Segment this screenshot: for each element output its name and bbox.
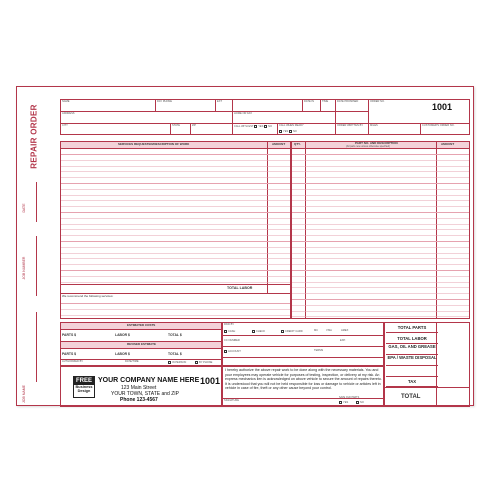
cash-checkbox[interactable] <box>224 330 227 333</box>
call-ready-no: NO <box>292 130 297 134</box>
services-amount-header: AMOUNT <box>272 142 286 146</box>
side-rule-1 <box>36 182 37 222</box>
save-yes <box>339 401 348 405</box>
call-ready-text: CALL WHEN READY <box>279 124 304 127</box>
services-lines <box>61 149 290 283</box>
save-yes-text: YES <box>343 401 349 405</box>
call-est-no: NO <box>268 125 273 129</box>
side-title: REPAIR ORDER <box>29 104 39 169</box>
header-vrule-a <box>155 99 156 111</box>
estimated-costs-label: ESTIMATED COSTS <box>127 323 156 327</box>
side-label-job-name: JOB NAME <box>22 385 26 403</box>
cash-text: CASH <box>228 330 236 334</box>
payment-rule-3 <box>222 357 384 358</box>
signature-label: SIGNATURE <box>224 399 239 402</box>
payment-rule-1 <box>222 335 384 336</box>
parts-lines <box>292 149 469 319</box>
in-person-checkbox[interactable] <box>168 361 171 364</box>
company-street: 123 Main Street <box>121 385 157 391</box>
rev-total: TOTAL $ <box>168 352 182 356</box>
field-day-phone-label: DAY PHONE <box>157 100 173 103</box>
parts-amount-header: AMOUNT <box>441 142 455 146</box>
call-est-yes: YES <box>258 125 264 129</box>
by-phone-label <box>195 361 212 365</box>
header-vrule-j <box>420 123 421 135</box>
header-vrule-f <box>335 99 336 135</box>
parts-header: PART NO. AND DESCRIPTION <box>355 141 398 145</box>
cc-number-label: CC NUMBER <box>224 339 240 342</box>
field-customer-order-label: CUSTOMER'S ORDER NO. <box>422 124 455 127</box>
rev-labor: LABOR $ <box>115 352 130 356</box>
authorization-text: I hereby authorize the above repair work to be done along with the necessary materials. You and your employees may operate vehicle for purposes of testing, inspection, or delivery at my risk. An express mechanics lien is acknowledged on above vehicle to secure the amount of repairs thereto. It is understood that you will not be held responsible for loss or damage to vehicle or articles left in vehicle in case of fire, theft or any other cause beyond your control. <box>225 368 382 391</box>
call-est-yes-checkbox[interactable] <box>254 125 257 128</box>
field-call-est-label <box>234 125 272 129</box>
logo-line1: Business <box>75 385 93 389</box>
field-time-label: TIME <box>322 100 329 103</box>
field-ext-label: EXT <box>217 100 223 103</box>
grand-total-label: TOTAL <box>401 394 421 400</box>
bottom-order-number: 1001 <box>200 376 221 386</box>
gas-oil-row: GAS, OIL AND GREASE <box>386 344 438 355</box>
total-parts-row: TOTAL PARTS <box>386 322 438 333</box>
order-number: 1001 <box>432 102 453 112</box>
check-text: CHECK <box>256 330 266 334</box>
terms-label: TERMS <box>314 349 324 352</box>
field-address-label: ADDRESS <box>62 112 75 115</box>
account-checkbox[interactable] <box>224 350 227 353</box>
call-est-no-checkbox[interactable] <box>264 125 267 128</box>
call-ready-no-checkbox[interactable] <box>289 130 292 133</box>
header-vrule-b <box>215 99 216 111</box>
field-name-label: NAME <box>62 100 70 103</box>
rev-parts: PARTS $ <box>62 352 77 356</box>
save-no-text: NO <box>360 401 364 405</box>
header-vrule-d <box>302 99 303 111</box>
totals-rule-bottom <box>384 387 470 388</box>
recommend-lines <box>61 298 290 318</box>
logo-free: FREE <box>75 378 92 384</box>
header-vrule-h <box>190 123 191 135</box>
save-old-parts-label: SAVE OLD PARTS <box>339 396 360 399</box>
save-no-checkbox[interactable] <box>356 401 359 404</box>
field-call-ready-label <box>279 125 304 128</box>
services-header: SERVICES REQUESTED/DESCRIPTION OF WORK <box>118 142 190 146</box>
exp-label: EXP. <box>340 339 346 342</box>
authorized-rule <box>60 359 222 360</box>
est-parts: PARTS $ <box>62 333 77 337</box>
side-label-job-number: JOB NUMBER <box>22 256 26 280</box>
field-state-label: STATE <box>172 124 180 127</box>
field-date-in-label: DATE IN <box>304 100 315 103</box>
paid-by-label: PAID BY <box>224 323 235 326</box>
total-labor-row: TOTAL LABOR <box>386 333 438 344</box>
save-yes-checkbox[interactable] <box>339 401 342 404</box>
total-labor-rule <box>60 284 291 285</box>
header-rule-1 <box>60 111 368 112</box>
field-date-promised-label: DATE PROMISED <box>337 100 359 103</box>
header-vrule-c <box>232 99 233 135</box>
est-total: TOTAL $ <box>168 333 182 337</box>
field-call-ready-boxes <box>279 130 297 134</box>
field-order-no-label: ORDER NO. <box>370 100 385 103</box>
parts-subheader: (All parts new unless otherwise specified) <box>346 145 390 148</box>
field-written-by-label: ORDER WRITTEN BY <box>337 124 364 127</box>
side-label-date: DATE <box>22 203 26 213</box>
parts-qty-header: QTY. <box>294 142 301 146</box>
header-box <box>60 99 470 135</box>
logo <box>73 376 95 398</box>
company-name: YOUR COMPANY NAME HERE <box>98 377 200 384</box>
in-person-text: IN PERSON <box>172 361 187 365</box>
total-labor-label: TOTAL LABOR <box>227 286 253 290</box>
authorized-by-label: AUTHORIZED BY <box>62 360 84 363</box>
logo-line2: Design <box>77 389 91 394</box>
header-rule-2 <box>60 123 470 124</box>
by-phone-text: BY PHONE <box>199 361 213 365</box>
side-rule-3 <box>36 312 37 382</box>
side-rule-2 <box>36 236 37 296</box>
pay-cash <box>224 330 235 334</box>
pay-amex: AMEX <box>341 329 349 332</box>
credit-card-checkbox[interactable] <box>281 330 284 333</box>
field-miles-label: MILES <box>370 124 378 127</box>
save-no <box>356 401 364 405</box>
call-ready-yes-checkbox[interactable] <box>279 130 282 133</box>
pay-visa: VISA <box>326 329 332 332</box>
side-strip <box>16 86 56 406</box>
recommend-label: We recommend the following services: <box>62 294 114 298</box>
est-labor: LABOR $ <box>115 333 130 337</box>
signature-rule <box>222 398 384 399</box>
header-vrule-g <box>170 123 171 135</box>
epa-row: EPA / WASTE DISPOSAL <box>386 355 438 366</box>
field-city-label: CITY <box>62 124 68 127</box>
tax-row: TAX <box>386 377 438 387</box>
revised-estimate-label: REVISED ESTIMATE <box>127 342 156 346</box>
in-person-label <box>168 361 186 365</box>
field-zip-label: ZIP <box>192 124 197 127</box>
header-vrule-e <box>320 99 321 111</box>
pay-credit <box>281 330 303 334</box>
header-vrule-i <box>277 123 278 135</box>
company-phone: Phone 123-4567 <box>120 397 158 403</box>
account-label <box>224 350 241 354</box>
payment-box <box>222 322 384 366</box>
call-ready-yes: YES <box>283 130 289 134</box>
call-est-text: CALL WITH EST <box>234 125 254 129</box>
blank-row <box>386 366 438 377</box>
account-text: ACCOUNT <box>228 350 241 354</box>
payment-rule-2 <box>222 346 384 347</box>
pay-check <box>252 330 265 334</box>
credit-text: CREDIT CARD <box>285 330 303 334</box>
field-home-fax-label: HOME OR FAX <box>234 112 253 115</box>
by-phone-checkbox[interactable] <box>195 361 198 364</box>
date-time-label: DATE/TIME <box>125 360 139 363</box>
header-vrule-main <box>368 99 369 135</box>
pay-mc: MC <box>314 329 319 332</box>
company-city: YOUR TOWN, STATE and ZIP <box>111 391 179 397</box>
check-checkbox[interactable] <box>252 330 255 333</box>
